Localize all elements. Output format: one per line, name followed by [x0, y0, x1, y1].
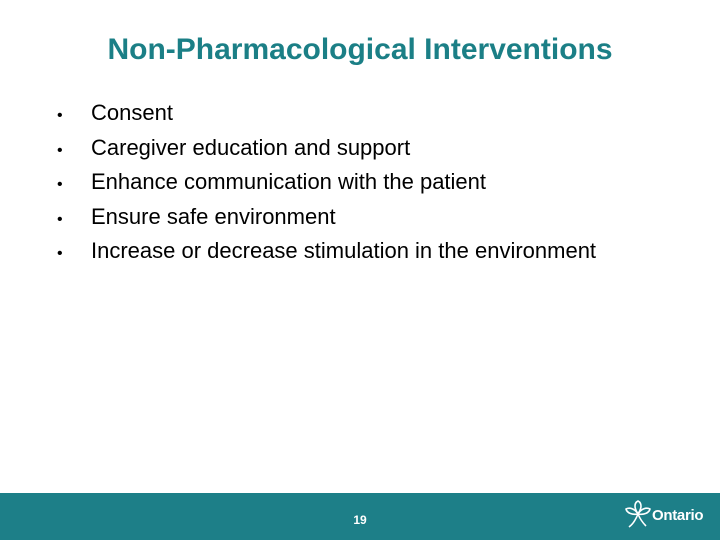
bullet-text: Caregiver education and support [91, 134, 411, 160]
bullet-item [57, 169, 596, 204]
bullet-marker: • [57, 210, 63, 228]
bullet-marker: • [57, 176, 63, 193]
ontario-logo [624, 500, 710, 536]
bullet-marker: • [57, 141, 63, 159]
logo-wordmark: Ontario [652, 507, 704, 524]
bullet-text: Enhance communication with the patient [91, 169, 487, 194]
slide-title: Non-Pharmacological Interventions [107, 33, 613, 66]
bullet-item [57, 135, 596, 170]
bullet-list [57, 100, 596, 273]
footer-bar [0, 493, 720, 540]
bullet-text: Consent [91, 100, 173, 125]
bullet-marker: • [57, 107, 63, 124]
bullet-marker: • [57, 245, 63, 262]
bullet-item [57, 204, 596, 239]
bullet-text: Increase or decrease stimulation in the environment [91, 238, 597, 263]
bullet-item [57, 100, 596, 135]
bullet-item [57, 238, 596, 273]
trillium-icon [624, 500, 652, 530]
page-number: 19 [353, 513, 367, 527]
bullet-text: Ensure safe environment [91, 203, 336, 229]
